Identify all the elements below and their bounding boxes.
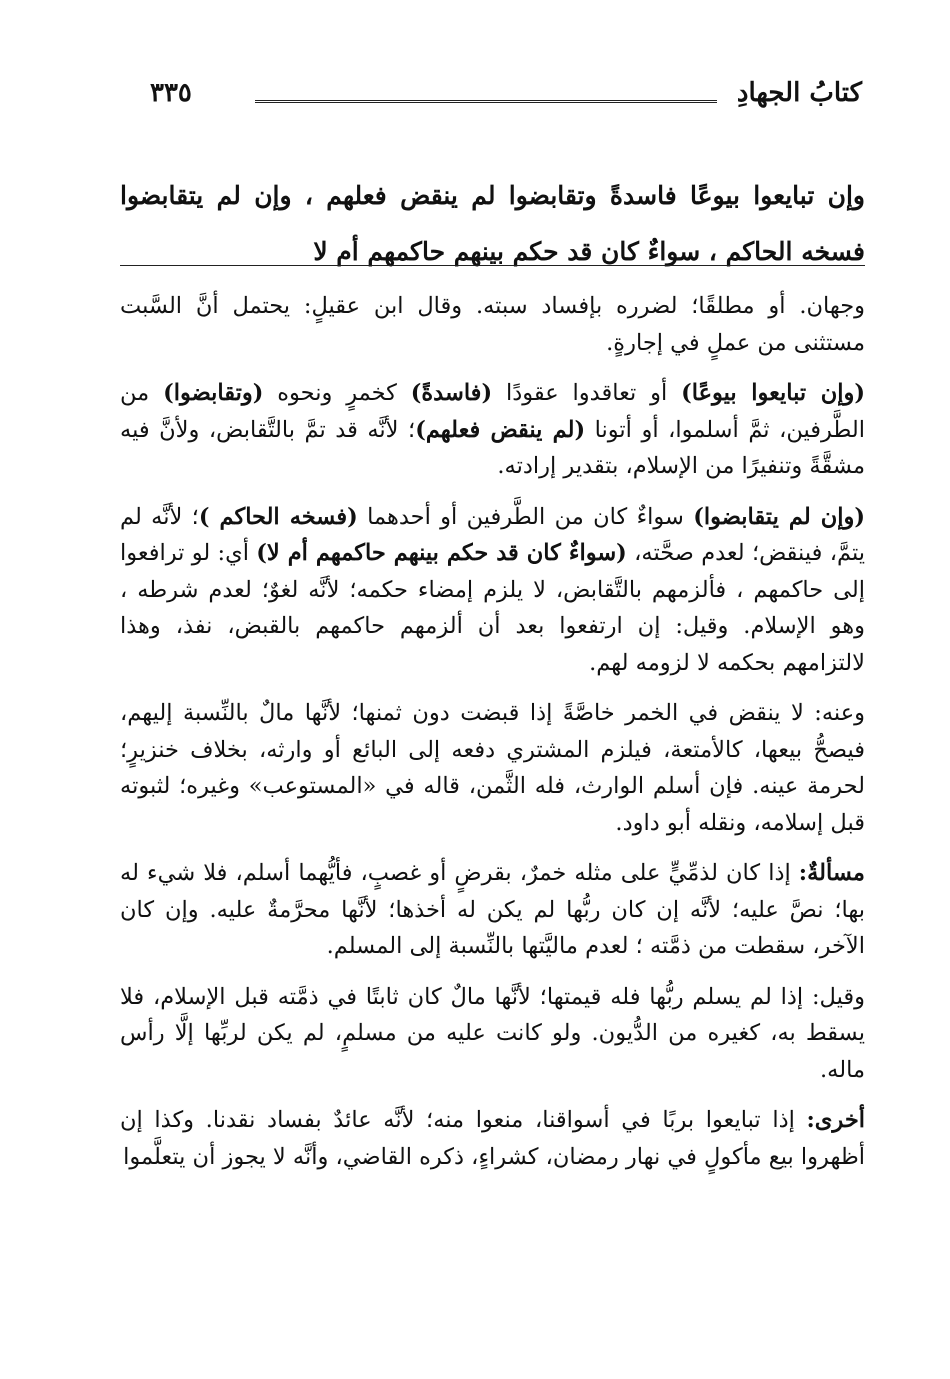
paragraph-2	[120, 375, 865, 485]
commentary-body	[120, 288, 865, 1189]
paragraph-text: ؛ لأنَّه لم يتمَّ، فينقض؛ لعدم صحَّته،	[120, 503, 865, 566]
paragraph-6	[120, 979, 865, 1089]
paragraph-text: أي: لو ترافعوا إلى حاكمهم ، فألزمهم بالتَّقابض، لا يلزم إمضاء حكمه؛ لأنَّه لغوٌ؛ لعدم شرطه ، وهو الإسلام. وقيل: إن ارتفعوا بعد أن ألزمهم حاكمهم بالقبض، نفذ، وهذا لالتزامهم بحكمه لا لزومه لهم.	[120, 540, 865, 676]
paragraph-text: سواءٌ كان من الطَّرفين أو أحدهما	[357, 503, 694, 530]
paragraph-text: إذا تبايعوا بربًا في أسواقنا، منعوا منه؛ لأنَّه عائدٌ بفساد نقدنا. وكذا إن أظهروا بيع مأكولٍ في نهار رمضان، كشراءٍ، ذكره القاضي، وأنَّه لا يجوز أن يتعلَّموا	[120, 1107, 865, 1170]
paragraph-text: من الطَّرفين، ثمَّ أسلموا، أو أتونا	[120, 380, 865, 443]
matn-quote: (فاسدةً)	[410, 380, 493, 406]
matn-quote: (لم ينقض فعلهم)	[415, 416, 586, 443]
header-rule	[255, 100, 717, 105]
matn-quote: (سواءٌ كان قد حكم بينهم حاكمهم أم لا)	[256, 540, 627, 566]
paragraph-4	[120, 695, 865, 841]
paragraph-5	[120, 855, 865, 965]
matn-separator-rule	[120, 265, 865, 266]
page-number: ٣٣٥	[150, 78, 192, 108]
paragraph-1	[120, 288, 865, 361]
paragraph-text: وجهان. أو مطلقًا؛ لضرره بإفساد سبته. وقال ابن عقيلٍ: يحتمل أنَّ السَّبت مستثنى من عملٍ في إجارةٍ.	[120, 293, 865, 356]
matn-quote: (فسخه الحاكم )	[198, 503, 358, 530]
paragraph-text: وقيل: إذا لم يسلم ربُّها فله قيمتها؛ لأنَّها مالٌ كان ثابتًا في ذمَّته قبل الإسلام، فلا يسقط به، كغيره من الدُّيون. ولو كانت عليه من مسلمٍ، لم يكن لربِّها إلَّا رأس ماله.	[120, 983, 865, 1083]
paragraph-7	[120, 1102, 865, 1175]
matn-quote: (وتقابضوا)	[163, 380, 264, 406]
paragraph-text: إذا كان لذمِّيٍّ على مثله خمرٌ، بقرضٍ أو غصبٍ، فأيُّهما أسلم، فلا شيء له بها؛ نصَّ عليه؛ لأنَّه إن كان ربُّها لم يكن له أخذها؛ لأنَّها محرَّمةٌ عليه. وإن كان الآخر، سقطت من ذمَّته ؛ لعدم ماليَّتها بالنِّسبة إلى المسلم.	[120, 860, 865, 959]
issue-heading: مسألةٌ:	[798, 860, 865, 886]
paragraph-text: كخمرٍ ونحوه	[263, 380, 411, 406]
matn-quote: (وإن تبايعوا بيوعًا)	[681, 380, 865, 406]
paragraph-text: ؛ لأنَّه قد تمَّ بالتَّقابض، ولأنَّ فيه مشقَّةً وتنفيرًا من الإسلام، بتقدير إرادته.	[120, 416, 865, 479]
issue-heading: أخرى:	[806, 1107, 865, 1133]
paragraph-3	[120, 499, 865, 682]
matn-text: وإن تبايعوا بيوعًا فاسدةً وتقابضوا لم ينقض فعلهم ، وإن لم يتقابضوا فسخه الحاكم ، سواءٌ كان قد حكم بينهم حاكمهم أم لا	[120, 181, 865, 266]
matn-quote: (وإن لم يتقابضوا)	[693, 503, 866, 530]
running-head	[150, 78, 862, 118]
book-title: كتابُ الجهادِ	[736, 78, 862, 108]
paragraph-text: أو تعاقدوا عقودًا	[492, 380, 682, 406]
paragraph-text: وعنه: لا ينقض في الخمر خاصَّةً إذا قبضت دون ثمنها؛ لأنَّها مالٌ بالنِّسبة إليهم، فيصحُّ بيعها، كالأمتعة، فيلزم المشتري دفعه إلى البائع أو وارثه، بخلاف خنزيرٍ؛ لحرمة عينه. فإن أسلم الوارث، فله الثَّمن، قاله في «المستوعب» وغيره؛ لثبوته قبل إسلامه، ونقله أبو داود.	[120, 700, 865, 836]
